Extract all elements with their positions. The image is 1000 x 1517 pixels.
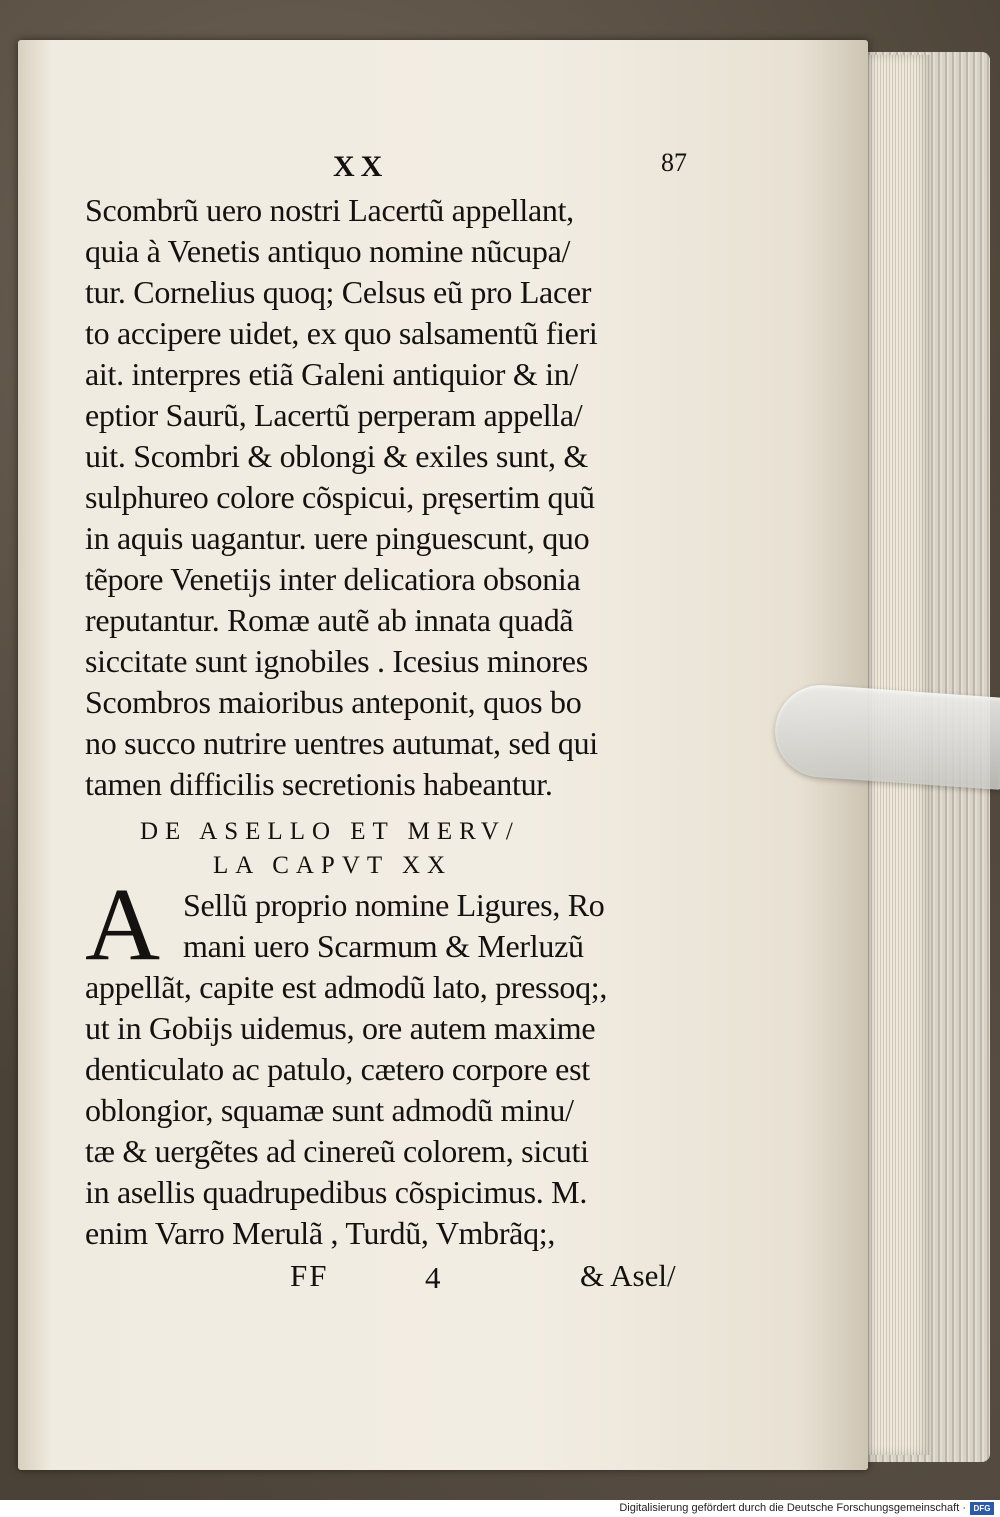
text-line: in asellis quadrupedibus cõspicimus. M. [85, 1174, 588, 1210]
page-number: 87 [661, 148, 687, 177]
catchword: & Asel/ [580, 1258, 676, 1293]
text-line: no succo nutrire uentres autumat, sed qui [85, 725, 598, 761]
text-line: denticulato ac patulo, cætero corpore est [85, 1051, 590, 1087]
running-head-title: XX [333, 150, 389, 183]
text-line: enim Varro Merulã , Turdũ, Vmbrãq;, [85, 1215, 556, 1251]
signature-mark: FF [290, 1258, 329, 1293]
text-line: tur. Cornelius quoq; Celsus eũ pro Lacer [85, 274, 592, 310]
dfg-logo-icon: DFG [970, 1502, 994, 1515]
text-line: Sellũ proprio nomine Ligures, Ro [183, 887, 605, 923]
digitization-footer [0, 1500, 1000, 1517]
text-line: oblongior, squamæ sunt admodũ minu/ [85, 1092, 574, 1128]
text-line: ut in Gobijs uidemus, ore autem maxime [85, 1010, 596, 1046]
signature-number: 4 [425, 1260, 441, 1295]
text-line: quia à Venetis antiquo nomine nũcupa/ [85, 233, 571, 269]
paragraph-scombrus [85, 190, 695, 805]
page-clip-bookmark [772, 682, 1000, 790]
text-line: eptior Saurũ, Lacertũ perperam appella/ [85, 397, 583, 433]
page-text [85, 150, 695, 1296]
signature-line [85, 1254, 695, 1296]
text-line: reputantur. Romæ autẽ ab innata quadã [85, 602, 574, 638]
text-line: to accipere uidet, ex quo salsamentũ fieri [85, 315, 598, 351]
text-line: in aquis uagantur. uere pinguescunt, quo [85, 520, 590, 556]
text-line: tẽpore Venetijs inter delicatiora obsonia [85, 561, 581, 597]
chapter-heading-line-2: LA CAPVT XX [213, 852, 453, 879]
drop-cap-initial: A [85, 867, 161, 982]
text-line: tamen difficilis secretionis habeantur. [85, 766, 553, 802]
chapter-heading-line-1: DE ASELLO ET MERV/ [140, 818, 520, 845]
paragraph-asellus [85, 867, 695, 1254]
footer-credit: Digitalisierung gefördert durch die Deutsche Forschungsgemeinschaft · [619, 1502, 966, 1514]
text-line: Scombros maioribus anteponit, quos bo [85, 684, 582, 720]
text-line: uit. Scombri & oblongi & exiles sunt, & [85, 438, 588, 474]
text-line: Scombrũ uero nostri Lacertũ appellant, [85, 192, 574, 228]
text-line: mani uero Scarmum & Merluzũ [183, 928, 584, 964]
text-line: appellãt, capite est admodũ lato, pressoq;, [85, 969, 608, 1005]
text-line: sulphureo colore cõspicui, pręsertim quũ [85, 479, 595, 515]
text-line: ait. interpres etiã Galeni antiquior & in/ [85, 356, 579, 392]
text-line: tæ & uergẽtes ad cinereũ colorem, sicuti [85, 1133, 589, 1169]
running-head [85, 150, 695, 190]
text-line: siccitate sunt ignobiles . Icesius minores [85, 643, 588, 679]
